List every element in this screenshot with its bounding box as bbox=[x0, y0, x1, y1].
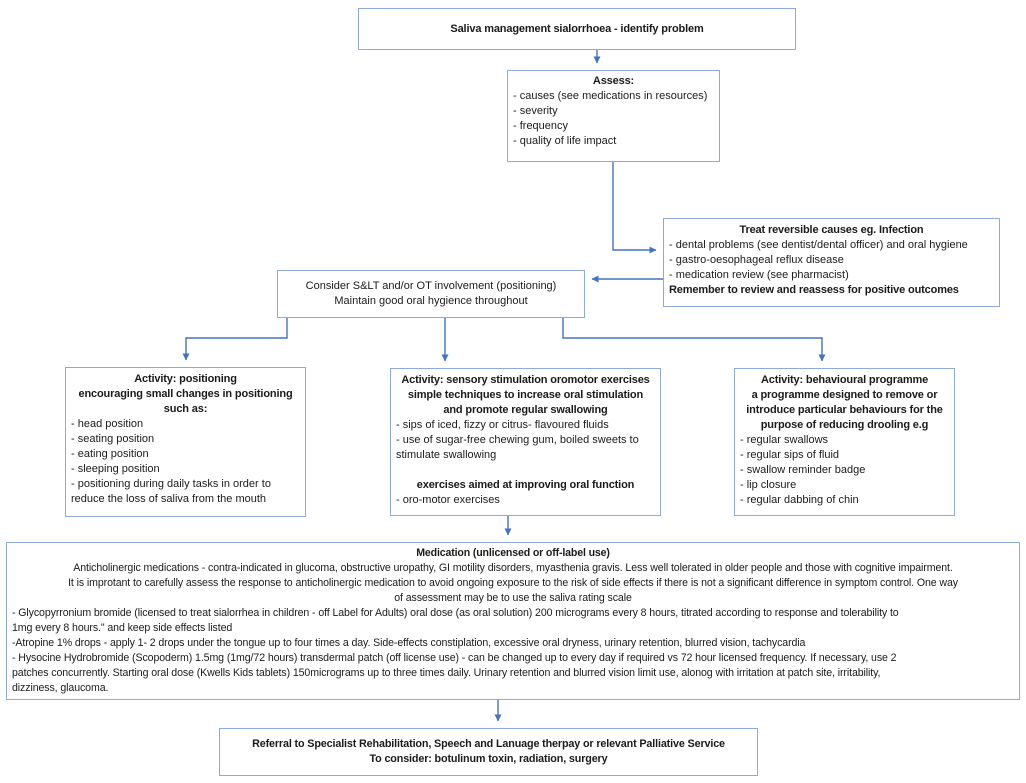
assess-item: - severity bbox=[513, 105, 558, 117]
sensory-title-line: simple techniques to increase oral stimulation bbox=[407, 389, 644, 401]
positioning-item: - sleeping position bbox=[71, 463, 160, 475]
box-treat-reversible-causes bbox=[663, 218, 1000, 307]
box-referral bbox=[219, 728, 758, 776]
behavioural-item: - swallow reminder badge bbox=[740, 464, 866, 476]
treat-item: - medication review (see pharmacist) bbox=[669, 269, 849, 281]
positioning-title-line: Activity: positioning bbox=[134, 373, 237, 385]
medication-line: 1mg every 8 hours." and keep side effects listed bbox=[12, 622, 233, 634]
connector-consider-to-behavioural bbox=[563, 318, 822, 361]
referral-line: Referral to Specialist Rehabilitation, Speech and Lanuage therpay or relevant Palliative Service bbox=[252, 738, 725, 750]
behavioural-title-line: introduce particular behaviours for the bbox=[746, 404, 943, 416]
positioning-item: - positioning during daily tasks in order to bbox=[71, 478, 271, 490]
medication-line: of assessment may be to use the saliva rating scale bbox=[394, 592, 632, 604]
sensory-item: stimulate swallowing bbox=[396, 449, 497, 461]
box-consider-slt-ot bbox=[277, 270, 585, 318]
box-medication bbox=[6, 542, 1020, 700]
positioning-item: - seating position bbox=[71, 433, 155, 445]
assess-item: - causes (see medications in resources) bbox=[513, 90, 708, 102]
box-activity-positioning bbox=[65, 367, 306, 517]
medication-line: It is improtant to carefully assess the response to anticholinergic medication to avoid ongoing exposure to the risk of side effects if there is not a significant difference in symptom control. One way bbox=[68, 577, 958, 589]
sensory-title-line: and promote regular swallowing bbox=[443, 404, 608, 416]
box-activity-sensory-stimulation bbox=[390, 368, 661, 516]
behavioural-item: - regular swallows bbox=[740, 434, 829, 446]
medication-line: dizziness, glaucoma. bbox=[12, 682, 109, 694]
medication-line: -Atropine 1% drops - apply 1- 2 drops under the tongue up to four times a day. Side-effects constiplation, excessive oral dryness, urinary retention, blurred vision, tachycardia bbox=[12, 637, 806, 649]
assess-item: - quality of life impact bbox=[513, 135, 617, 147]
medication-line: - Glycopyrronium bromide (licensed to treat sialorrhea in children - off Label for Adults) oral dose (as oral solution) 200 micrograms every 8 hours, titrated according to response and tolerability to bbox=[12, 607, 899, 619]
behavioural-item: - lip closure bbox=[740, 479, 797, 491]
behavioural-title-line: Activity: behavioural programme bbox=[760, 374, 929, 386]
sensory-item: - sips of iced, fizzy or citrus- flavoured fluids bbox=[396, 419, 609, 431]
treat-footer: Remember to review and reassess for positive outcomes bbox=[669, 284, 959, 296]
treat-title: Treat reversible causes eg. Infection bbox=[739, 224, 924, 236]
behavioural-item: - regular sips of fluid bbox=[740, 449, 840, 461]
medication-line: patches concurrently. Starting oral dose (Kwells Kids tablets) 150micrograms up to three times daily. Urinary retention and blurred vision limit use, alonog with irritation at patch site, irritability, bbox=[12, 667, 881, 679]
positioning-title-line: encouraging small changes in positioning bbox=[78, 388, 293, 400]
referral-line: To consider: botulinum toxin, radiation, surgery bbox=[369, 753, 608, 765]
box-identify-problem bbox=[358, 8, 796, 50]
box-activity-behavioural-programme bbox=[734, 368, 955, 516]
positioning-item: reduce the loss of saliva from the mouth bbox=[71, 493, 267, 505]
sensory-item: - use of sugar-free chewing gum, boiled sweets to bbox=[396, 434, 639, 446]
sensory-item: - oro-motor exercises bbox=[396, 494, 500, 506]
medication-title: Medication (unlicensed or off-label use) bbox=[416, 547, 610, 559]
treat-item: - dental problems (see dentist/dental officer) and oral hygiene bbox=[669, 239, 968, 251]
assess-item: - frequency bbox=[513, 120, 569, 132]
treat-item: - gastro-oesophageal reflux disease bbox=[669, 254, 844, 266]
assess-title: Assess: bbox=[592, 75, 635, 87]
sensory-subtitle: exercises aimed at improving oral function bbox=[416, 479, 635, 491]
behavioural-item: - regular dabbing of chin bbox=[740, 494, 859, 506]
sensory-title-line: Activity: sensory stimulation oromotor exercises bbox=[401, 374, 650, 386]
box-assess bbox=[507, 70, 720, 162]
medication-line: Anticholinergic medications - contra-indicated in glucoma, obstructive uropathy, GI motility disorders, myasthenia gravis. Less well tolerated in older people and those with cognitive impairment. bbox=[73, 562, 953, 574]
connector-assess-to-treat bbox=[613, 162, 656, 250]
connector-consider-to-positioning bbox=[186, 318, 287, 360]
positioning-item: - eating position bbox=[71, 448, 149, 460]
positioning-item: - head position bbox=[71, 418, 144, 430]
sensory-spacer bbox=[391, 463, 660, 478]
identify-title: Saliva management sialorrhoea - identify problem bbox=[450, 22, 704, 35]
consider-line: Maintain good oral hygience throughout bbox=[334, 295, 528, 307]
medication-line: - Hysocine Hydrobromide (Scopoderm) 1.5mg (1mg/72 hours) transdermal patch (off license use) - can be changed up to every day if required vs 72 hour licensed frequency. If necessary, use 2 bbox=[12, 652, 897, 664]
behavioural-title-line: a programme designed to remove or bbox=[751, 389, 938, 401]
positioning-title-line: such as: bbox=[163, 403, 208, 415]
behavioural-title-line: purpose of reducing drooling e.g bbox=[760, 419, 929, 431]
consider-line: Consider S&LT and/or OT involvement (positioning) bbox=[305, 280, 557, 292]
